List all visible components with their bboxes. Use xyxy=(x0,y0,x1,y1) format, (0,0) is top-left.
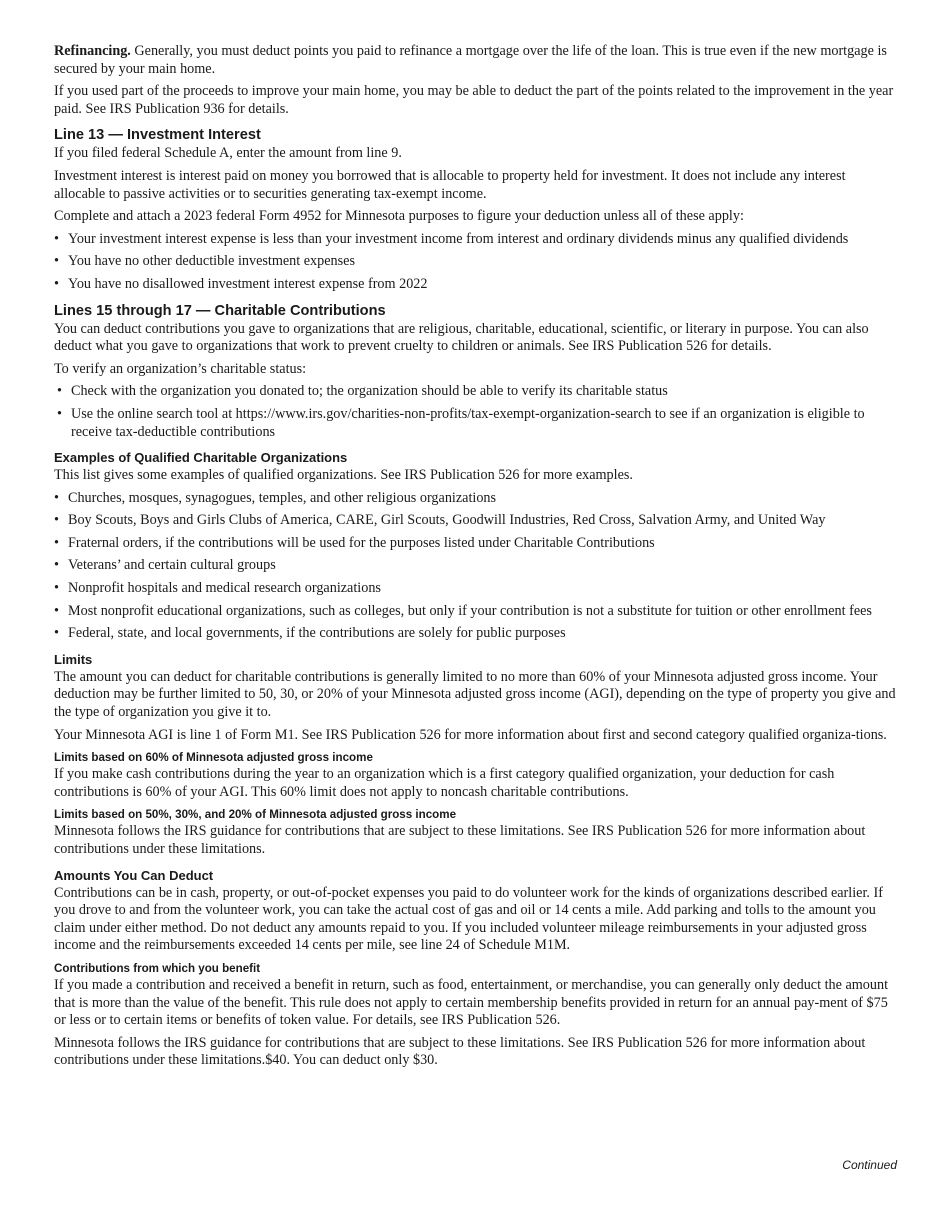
limits-50-paragraph: Minnesota follows the IRS guidance for contributions that are subject to these limitations. See IRS Publication 526 for more information about contributions under these limitations. xyxy=(54,823,866,857)
line13-paragraph-2: Investment interest is interest paid on money you borrowed that is allocable to property held for investment. It does not include any interest allocable to passive activities or to securities generating tax-exempt income. xyxy=(54,167,846,202)
list-item: • You have no other deductible investment expenses xyxy=(54,253,900,271)
list-item: • Check with the organization you donated to; the organization should be able to verify its charitable status xyxy=(54,383,900,401)
line13-paragraph-3: Complete and attach a 2023 federal Form 4952 for Minnesota purposes to figure your deduction unless all of these apply: xyxy=(54,208,744,225)
continued-label: Continued xyxy=(842,1158,897,1172)
line13-bullet-list xyxy=(54,231,900,294)
amounts-paragraph: Contributions can be in cash, property, or out-of-pocket expenses you paid to do volunteer work for the kinds of organizations described earlier. If you drove to and from the volunteer work, you can take the actual cost of gas and oil or 14 cents a mile. Add parking and tolls to the amount you claim under either method. Do not deduct any amounts repaid to you. If you included volunteer mileage reimbursements in your adjusted gross income and the reimbursements exceeded 14 cents per mile, see line 24 of Schedule M1M. xyxy=(54,884,883,954)
line13-paragraph-1: If you filed federal Schedule A, enter the amount from line 9. xyxy=(54,145,402,162)
list-item: • Churches, mosques, synagogues, temples, and other religious organizations xyxy=(54,490,900,508)
limits-heading: Limits xyxy=(54,651,93,667)
line13-heading: Line 13 — Investment Interest xyxy=(54,127,261,144)
limits-paragraph-1: The amount you can deduct for charitable contributions is generally limited to no more than 60% of your Minnesota adjusted gross income. Your deduction may be further limited to 50, 30, or 20% of your Minnesota adjusted gross income (AGI), depending on the type of property you give and the type of organization you give it to. xyxy=(54,668,896,721)
list-item: • Your investment interest expense is less than your investment income from interest and ordinary dividends minus any qualified dividends xyxy=(54,231,900,249)
benefit-heading: Contributions from which you benefit xyxy=(54,961,261,975)
limits-60-heading: Limits based on 60% of Minnesota adjusted gross income xyxy=(54,751,373,765)
lines15-paragraph-1: You can deduct contributions you gave to organizations that are religious, charitable, educational, scientific, or literary in purpose. You can also deduct what you gave to organizations that work to prevent cruelty to children or animals. See IRS Publication 526 for details. xyxy=(54,320,869,355)
amounts-heading: Amounts You Can Deduct xyxy=(54,867,214,883)
refinancing-paragraph-2: If you used part of the proceeds to improve your main home, you may be able to deduct the part of the points related to the improvement in the year paid. See IRS Publication 936 for details. xyxy=(54,83,894,117)
list-item: • Veterans’ and certain cultural groups xyxy=(54,557,900,575)
list-item: • Boy Scouts, Boys and Girls Clubs of America, CARE, Girl Scouts, Goodwill Industries, Red Cross, Salvation Army, and United Way xyxy=(54,512,900,530)
limits-paragraph-2: Your Minnesota AGI is line 1 of Form M1. See IRS Publication 526 for more information about first and second category qualified organiza-tions. xyxy=(54,726,887,743)
benefit-paragraph-1: If you made a contribution and received a benefit in return, such as food, entertainment, or merchandise, you can generally only deduct the amount that is more than the value of the benefit. This rule does not apply to certain membership benefits provided in return for an annual pay-ment of $75 or less or to certain items or benefits of token value. For details, see IRS Publication 526. xyxy=(54,976,889,1029)
list-item: • Use the online search tool at https://www.irs.gov/charities-non-profits/tax-exempt-organization-search to see if an organization is eligible to receive tax-deductible contributions xyxy=(54,406,900,441)
examples-paragraph: This list gives some examples of qualified organizations. See IRS Publication 526 for more examples. xyxy=(54,467,633,484)
refinancing-paragraph xyxy=(54,43,900,78)
lines15-paragraph-2: To verify an organization’s charitable status: xyxy=(54,360,307,377)
list-item: • Most nonprofit educational organizations, such as colleges, but only if your contribution is not a substitute for tuition or other enrollment fees xyxy=(54,603,900,621)
list-item: • Nonprofit hospitals and medical research organizations xyxy=(54,580,900,598)
examples-heading: Examples of Qualified Charitable Organizations xyxy=(54,450,348,466)
list-item: • Federal, state, and local governments, if the contributions are solely for public purposes xyxy=(54,625,900,643)
list-item: • You have no disallowed investment interest expense from 2022 xyxy=(54,276,900,294)
benefit-paragraph-2: Minnesota follows the IRS guidance for contributions that are subject to these limitations. See IRS Publication 526 for more information about contributions under these limitations.$40. You can deduct only $30. xyxy=(54,1034,866,1069)
limits-60-paragraph: If you make cash contributions during the year to an organization which is a first category qualified organization, your deduction for cash contributions is 60% of your AGI. This 60% limit does not apply to noncash charitable contributions. xyxy=(54,766,835,800)
lines15-bullet-list xyxy=(54,383,900,441)
lines15-heading: Lines 15 through 17 — Charitable Contributions xyxy=(54,302,386,319)
examples-bullet-list xyxy=(54,490,900,643)
limits-50-heading: Limits based on 50%, 30%, and 20% of Minnesota adjusted gross income xyxy=(54,808,457,822)
document-page xyxy=(54,43,900,1075)
list-item: • Fraternal orders, if the contributions will be used for the purposes listed under Charitable Contributions xyxy=(54,535,900,553)
refinancing-lead: Refinancing. xyxy=(54,43,131,59)
refinancing-text: Generally, you must deduct points you paid to refinance a mortgage over the life of the loan. This is true even if the new mortgage is secured by your main home. xyxy=(54,43,887,77)
